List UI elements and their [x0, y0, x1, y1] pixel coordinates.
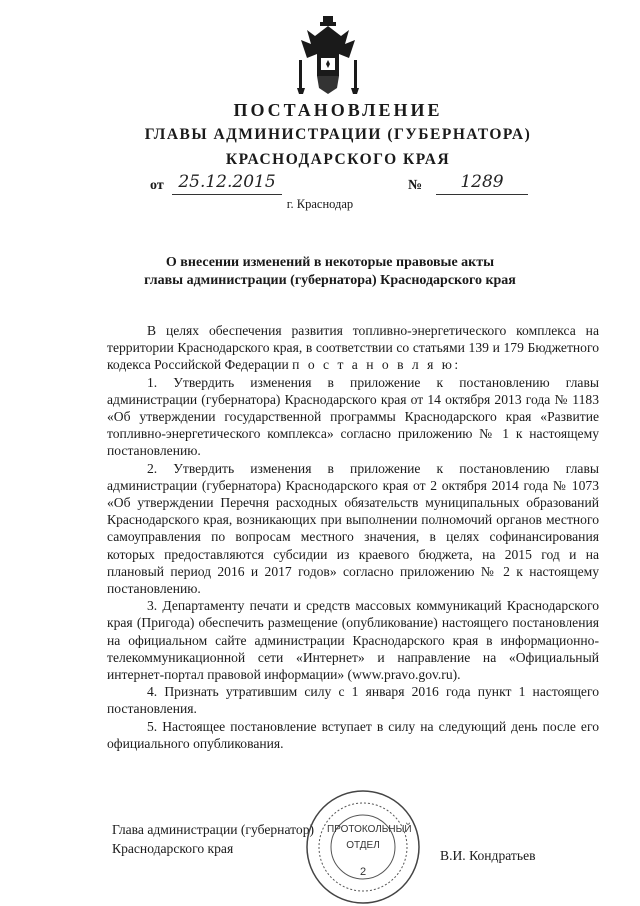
document-type-heading: ПОСТАНОВЛЕНИЕ — [233, 100, 443, 120]
paragraph-5: 5. Настоящее постановление вступает в силу на следующий день после его официального опубликования. — [107, 718, 599, 751]
stamp-number: 2 — [359, 866, 367, 878]
number-label: № — [408, 178, 423, 193]
intro-text: В целях обеспечения развития топливно-энергетического комплекса на территории Краснодарского края, в соответствии со статьями 139 и 179 Бюджетного кодекса Российской Федерации — [107, 323, 599, 373]
signatory-position-line-1: Глава администрации (губернатор) — [112, 822, 315, 837]
stamp-line-2: ОТДЕЛ — [346, 840, 380, 851]
issuer-heading: ГЛАВЫ АДМИНИСТРАЦИИ (ГУБЕРНАТОРА) — [144, 126, 532, 143]
title-line-2: главы администрации (губернатора) Краснодарского края — [144, 273, 516, 288]
paragraph-2: 2. Утвердить изменения в приложение к постановлению главы администрации (губернатора) Краснодарского края от 2 октября 2014 года № 1073 «Об утверждении Перечня расходных обязательств муниципальных образований Краснодарского края, возникающих при выполнении полномочий органов местного самоуправления по вопросам местного значения, в целях софинансирования которых предоставляются субсидии из краевого бюджета, на 2015 год и на плановый период 2016 и 2017 годов» согласно приложению № 2 к настоящему постановлению. — [107, 460, 599, 597]
city-line: г. Краснодар — [286, 197, 354, 211]
intro-paragraph — [107, 322, 599, 374]
handwritten-date: 25.12.2015 — [172, 172, 282, 195]
paragraph-1: 1. Утвердить изменения в приложение к постановлению главы администрации (губернатора) Краснодарского края от 14 октября 2013 года № 1183 «Об утверждении государственной программы Краснодарского края «Развитие топливно-энергетического комплекса» согласно приложению № 1 к настоящему постановлению. — [107, 374, 599, 459]
stamp-line-1: ПРОТОКОЛЬНЫЙ — [327, 824, 412, 835]
intro-resolve: п о с т а н о в л я ю: — [292, 357, 461, 373]
document-body — [107, 322, 599, 752]
signatory-position-line-2: Краснодарского края — [112, 841, 234, 856]
date-label: от — [150, 178, 164, 193]
signatory-name: В.И. Кондратьев — [440, 848, 536, 863]
handwritten-number: 1289 — [436, 172, 528, 195]
document-title — [110, 254, 550, 290]
region-heading: КРАСНОДАРСКОГО КРАЯ — [225, 151, 451, 168]
coat-of-arms-emblem — [293, 14, 363, 96]
paragraph-3: 3. Департаменту печати и средств массовых коммуникаций Краснодарского края (Пригода) обеспечить размещение (опубликование) настоящего постановления на официальном сайте администрации Краснодарского края в информационно-телекоммуникационной сети «Интернет» и направление на «Официальный интернет-портал правовой информации» (www.pravo.gov.ru). — [107, 598, 599, 683]
paragraph-4: 4. Признать утратившим силу с 1 января 2016 года пункт 1 настоящего постановления. — [107, 684, 599, 717]
signatory-position — [112, 820, 314, 858]
title-line-1: О внесении изменений в некоторые правовые акты — [165, 255, 495, 270]
